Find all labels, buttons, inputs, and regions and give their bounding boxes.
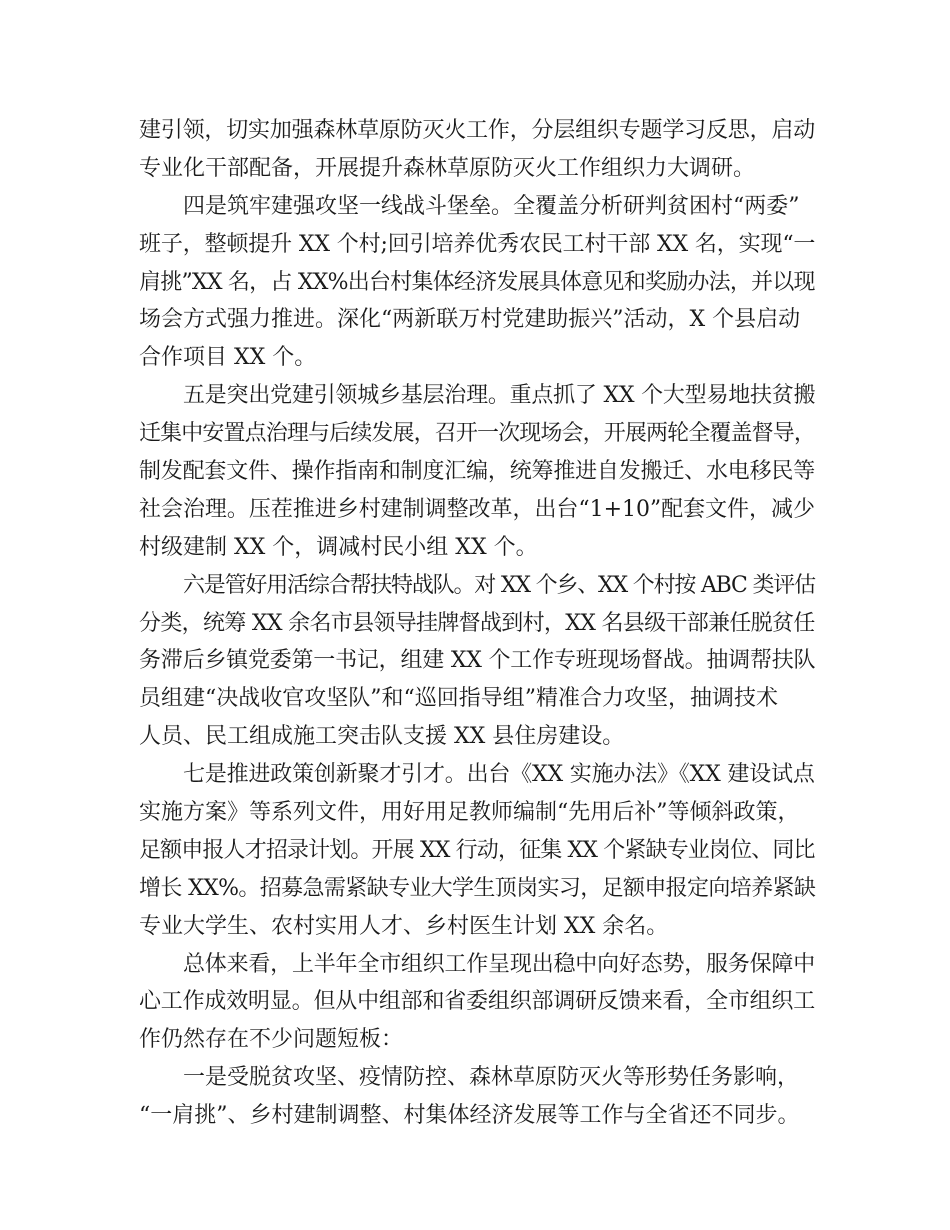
document-body [139, 112, 815, 1135]
paragraph-first-line: 七是推进政策创新聚才引才。出台《XX 实施办法》《XX 建设试点 [183, 762, 815, 788]
text-line: 建引领，切实加强森林草原防灭火工作，分层组织专题学习反思，启动 [139, 118, 816, 143]
text-line: 实施方案》等系列文件，用好用足教师编制“先用后补”等倾斜政策， [139, 800, 800, 826]
text-line: 足额申报人才招录计划。开展 XX 行动，征集 XX 个紧缺专业岗位、同比 [139, 837, 815, 863]
paragraph-first-line: 总体来看，上半年全市组织工作呈现出稳中向好态势，服务保障中 [183, 951, 816, 977]
paragraph-first-line: 一是受脱贫攻坚、疫情防控、森林草原防灭火等形势任务影响， [183, 1065, 800, 1091]
text-line: 社会治理。压茬推进乡村建制调整改革，出台“1+10”配套文件，减少 [139, 496, 815, 522]
text-line: 人员、民工组成施工突击队支援 XX 县住房建设。 [139, 724, 625, 750]
text-line: 制发配套文件、操作指南和制度汇编，统筹推进自发搬迁、水电移民等 [139, 459, 816, 485]
paragraph-first-line: 六是管好用活综合帮扶特战队。对 XX 个乡、XX 个村按 ABC 类评估 [183, 572, 815, 598]
text-line: 务滞后乡镇党委第一书记，组建 XX 个工作专班现场督战。抽调帮扶队 [139, 648, 816, 674]
text-line: 专业化干部配备，开展提升森林草原防灭火工作组织力大调研。 [139, 155, 756, 181]
text-line: 合作项目 XX 个。 [139, 345, 317, 371]
text-line: 专业大学生、农村实用人才、乡村医生计划 XX 余名。 [139, 913, 669, 939]
text-line: 场会方式强力推进。深化“两新联万村党建助振兴”活动，X 个县启动 [139, 307, 801, 333]
text-line: “一肩挑”、乡村建制调整、村集体经济发展等工作与全省还不同步。 [139, 1103, 800, 1129]
text-line: 员组建“决战收官攻坚队”和“巡回指导组”精准合力攻坚，抽调技术 [139, 686, 778, 712]
text-line: 村级建制 XX 个，调减村民小组 XX 个。 [139, 534, 538, 560]
text-line: 心工作成效明显。但从中组部和省委组织部调研反馈来看，全市组织工 [139, 989, 816, 1015]
text-line: 班子，整顿提升 XX 个村;回引培养优秀农民工村干部 XX 名，实现“一 [139, 231, 816, 257]
text-line: 肩挑”XX 名，占 XX%出台村集体经济发展具体意见和奖励办法，并以现 [139, 269, 815, 295]
paragraph-first-line: 五是突出党建引领城乡基层治理。重点抓了 XX 个大型易地扶贫搬 [183, 383, 816, 409]
text-line: 作仍然存在不少问题短板： [139, 1027, 404, 1053]
text-line: 迁集中安置点治理与后续发展，召开一次现场会，开展两轮全覆盖督导， [139, 421, 816, 447]
paragraph-first-line: 四是筑牢建强攻坚一线战斗堡垒。全覆盖分析研判贫困村“两委” [183, 193, 800, 219]
text-line: 增长 XX%。招募急需紧缺专业大学生顶岗实习，足额申报定向培养紧缺 [139, 875, 816, 901]
text-line: 分类，统筹 XX 余名市县领导挂牌督战到村，XX 名县级干部兼任脱贫任 [139, 610, 815, 636]
